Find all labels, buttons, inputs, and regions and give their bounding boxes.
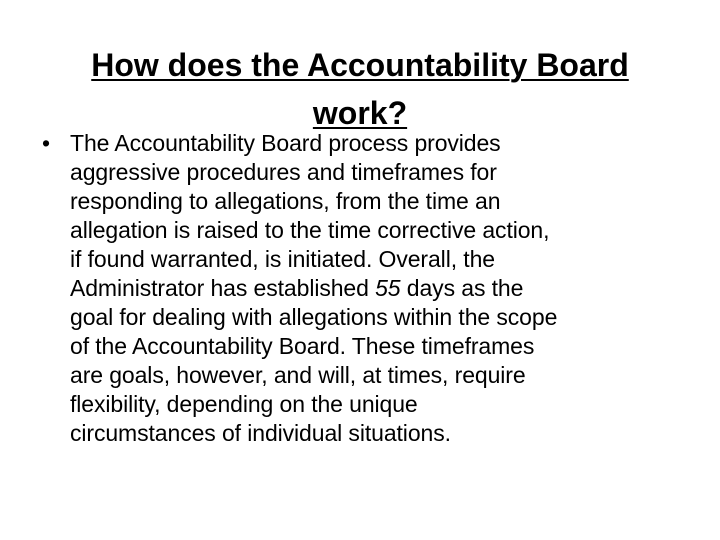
bullet-item	[42, 129, 682, 448]
bullet-line: if found warranted, is initiated. Overall, the	[70, 246, 495, 272]
bullet-line: are goals, however, and will, at times, require	[70, 362, 526, 388]
bullet-list	[42, 129, 682, 448]
bullet-line: of the Accountability Board. These timeframes	[70, 333, 535, 359]
italic-days-value: 55	[375, 275, 401, 301]
slide-title-line-2: work?	[312, 95, 408, 132]
bullet-line: responding to allegations, from the time an	[70, 188, 501, 214]
bullet-line: The Accountability Board process provides	[70, 130, 501, 156]
bullet-line: flexibility, depending on the unique	[70, 391, 418, 417]
bullet-line-with-italic	[70, 274, 682, 303]
slide-title	[40, 41, 680, 137]
bullet-line-before-italic: Administrator has established	[70, 275, 376, 301]
bullet-text	[70, 129, 682, 448]
bullet-line: circumstances of individual situations.	[70, 420, 451, 446]
bullet-line-after-italic: days as the	[400, 275, 524, 301]
bullet-icon: •	[42, 130, 50, 156]
bullet-line: aggressive procedures and timeframes for	[70, 159, 497, 185]
bullet-line: allegation is raised to the time corrective action,	[70, 217, 550, 243]
slide-title-line-1: How does the Accountability Board	[91, 47, 629, 84]
bullet-line: goal for dealing with allegations within the scope	[70, 304, 558, 330]
